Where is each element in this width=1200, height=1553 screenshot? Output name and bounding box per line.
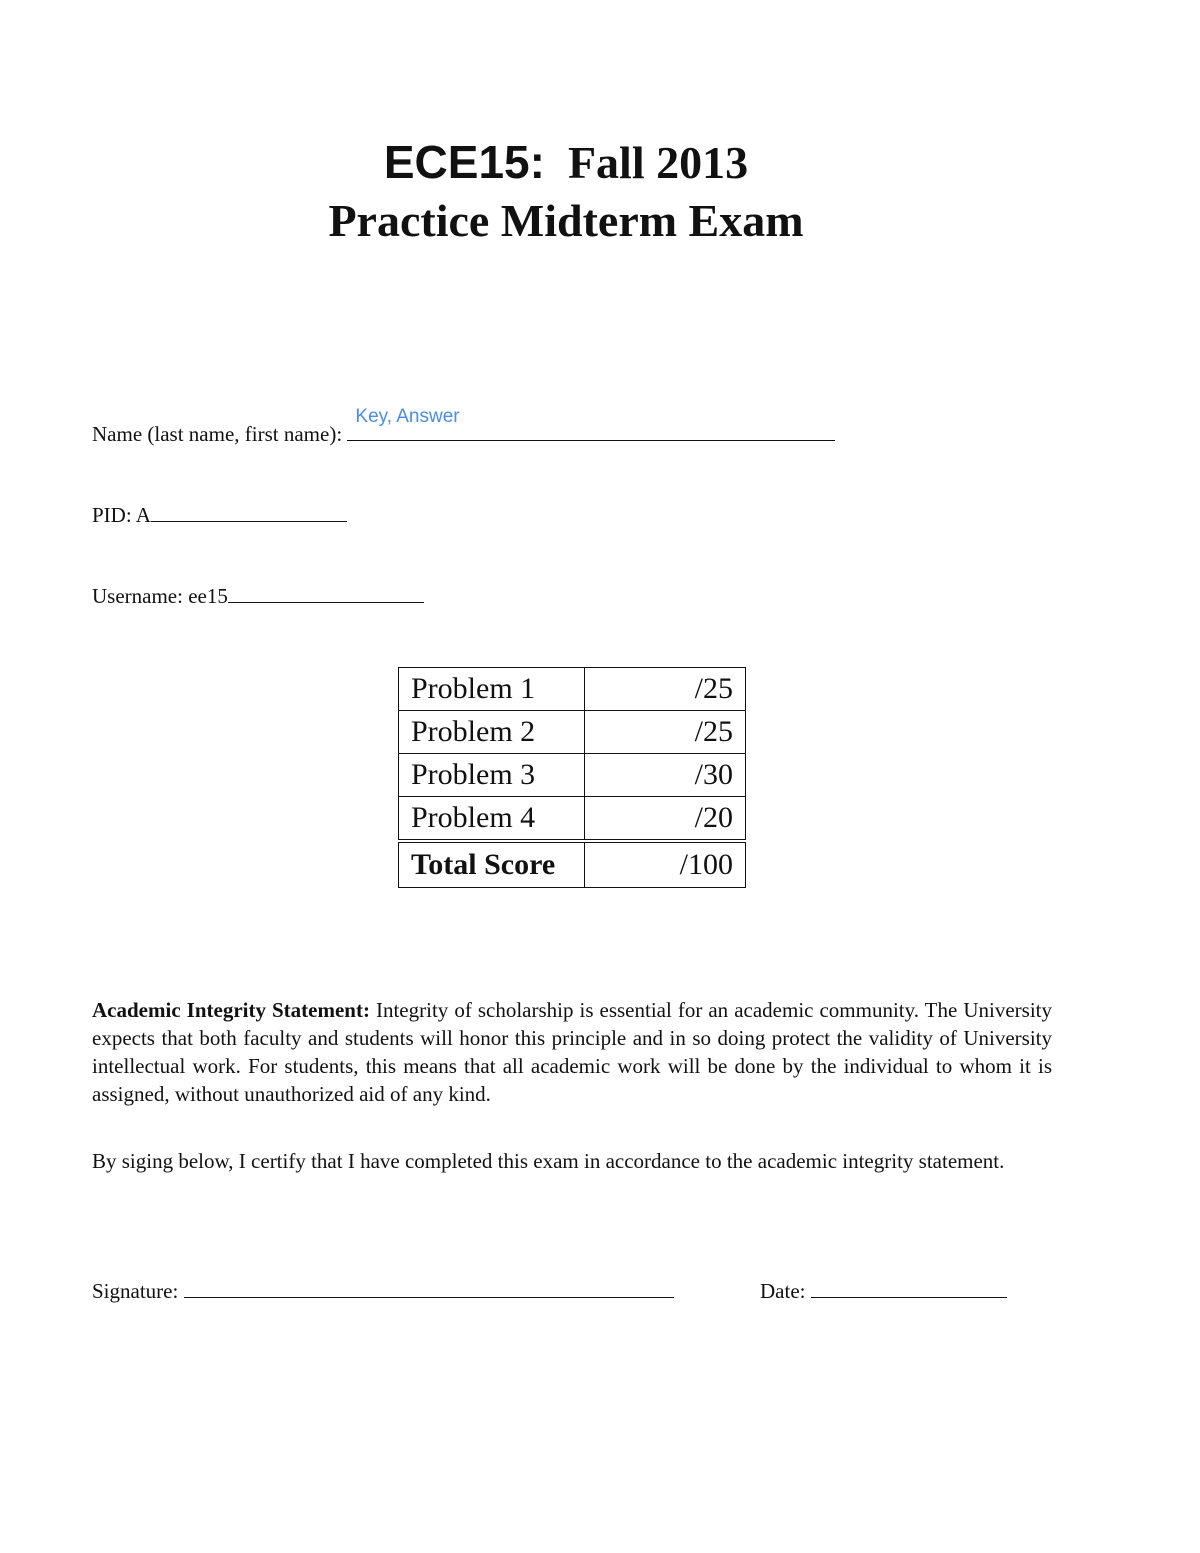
total-row bbox=[399, 841, 746, 888]
date-input[interactable] bbox=[811, 1277, 1007, 1298]
total-points: /100 bbox=[585, 841, 746, 888]
username-field bbox=[92, 582, 424, 609]
username-input[interactable] bbox=[228, 582, 424, 603]
pid-input[interactable] bbox=[151, 501, 347, 522]
course-code: ECE15: bbox=[383, 136, 545, 188]
problem-points: /20 bbox=[585, 797, 746, 842]
problem-label: Problem 4 bbox=[399, 797, 585, 842]
date-label: Date: bbox=[760, 1279, 806, 1303]
table-row bbox=[399, 754, 746, 797]
signature-input[interactable] bbox=[184, 1277, 674, 1298]
name-value: Key, Answer bbox=[355, 406, 460, 427]
name-input[interactable] bbox=[347, 406, 835, 441]
name-label: Name (last name, first name): bbox=[92, 422, 343, 446]
problem-label: Problem 3 bbox=[399, 754, 585, 797]
integrity-body: Integrity of scholarship is essential for an academic community. The University expects that both faculty and students will honor this principle and in so doing protect the validity of University intellectual work. For students, this means that all academic work will be done by the individual to whom it is assigned, without unauthorized aid of any kind. bbox=[92, 998, 1052, 1106]
table-row bbox=[399, 711, 746, 754]
table-row bbox=[399, 668, 746, 711]
username-label: Username: ee15 bbox=[92, 584, 228, 608]
problem-label: Problem 2 bbox=[399, 711, 585, 754]
exam-title: Practice Midterm Exam bbox=[328, 195, 804, 246]
date-field bbox=[760, 1277, 1007, 1304]
pid-label: PID: A bbox=[92, 503, 151, 527]
problem-points: /30 bbox=[585, 754, 746, 797]
name-field bbox=[92, 406, 835, 447]
integrity-statement bbox=[92, 996, 1052, 1108]
term: Fall 2013 bbox=[567, 137, 749, 188]
signature-label: Signature: bbox=[92, 1279, 179, 1303]
integrity-heading: Academic Integrity Statement: bbox=[92, 998, 370, 1022]
problem-label: Problem 1 bbox=[399, 668, 585, 711]
signature-field bbox=[92, 1277, 674, 1304]
problem-points: /25 bbox=[585, 711, 746, 754]
pid-field bbox=[92, 501, 347, 528]
total-label: Total Score bbox=[399, 841, 585, 888]
table-row bbox=[399, 797, 746, 842]
problem-points: /25 bbox=[585, 668, 746, 711]
certify-statement: By siging below, I certify that I have completed this exam in accordance to the academic integrity statement. bbox=[92, 1149, 1005, 1173]
exam-title-line1 bbox=[0, 135, 1132, 189]
score-table bbox=[398, 667, 746, 888]
